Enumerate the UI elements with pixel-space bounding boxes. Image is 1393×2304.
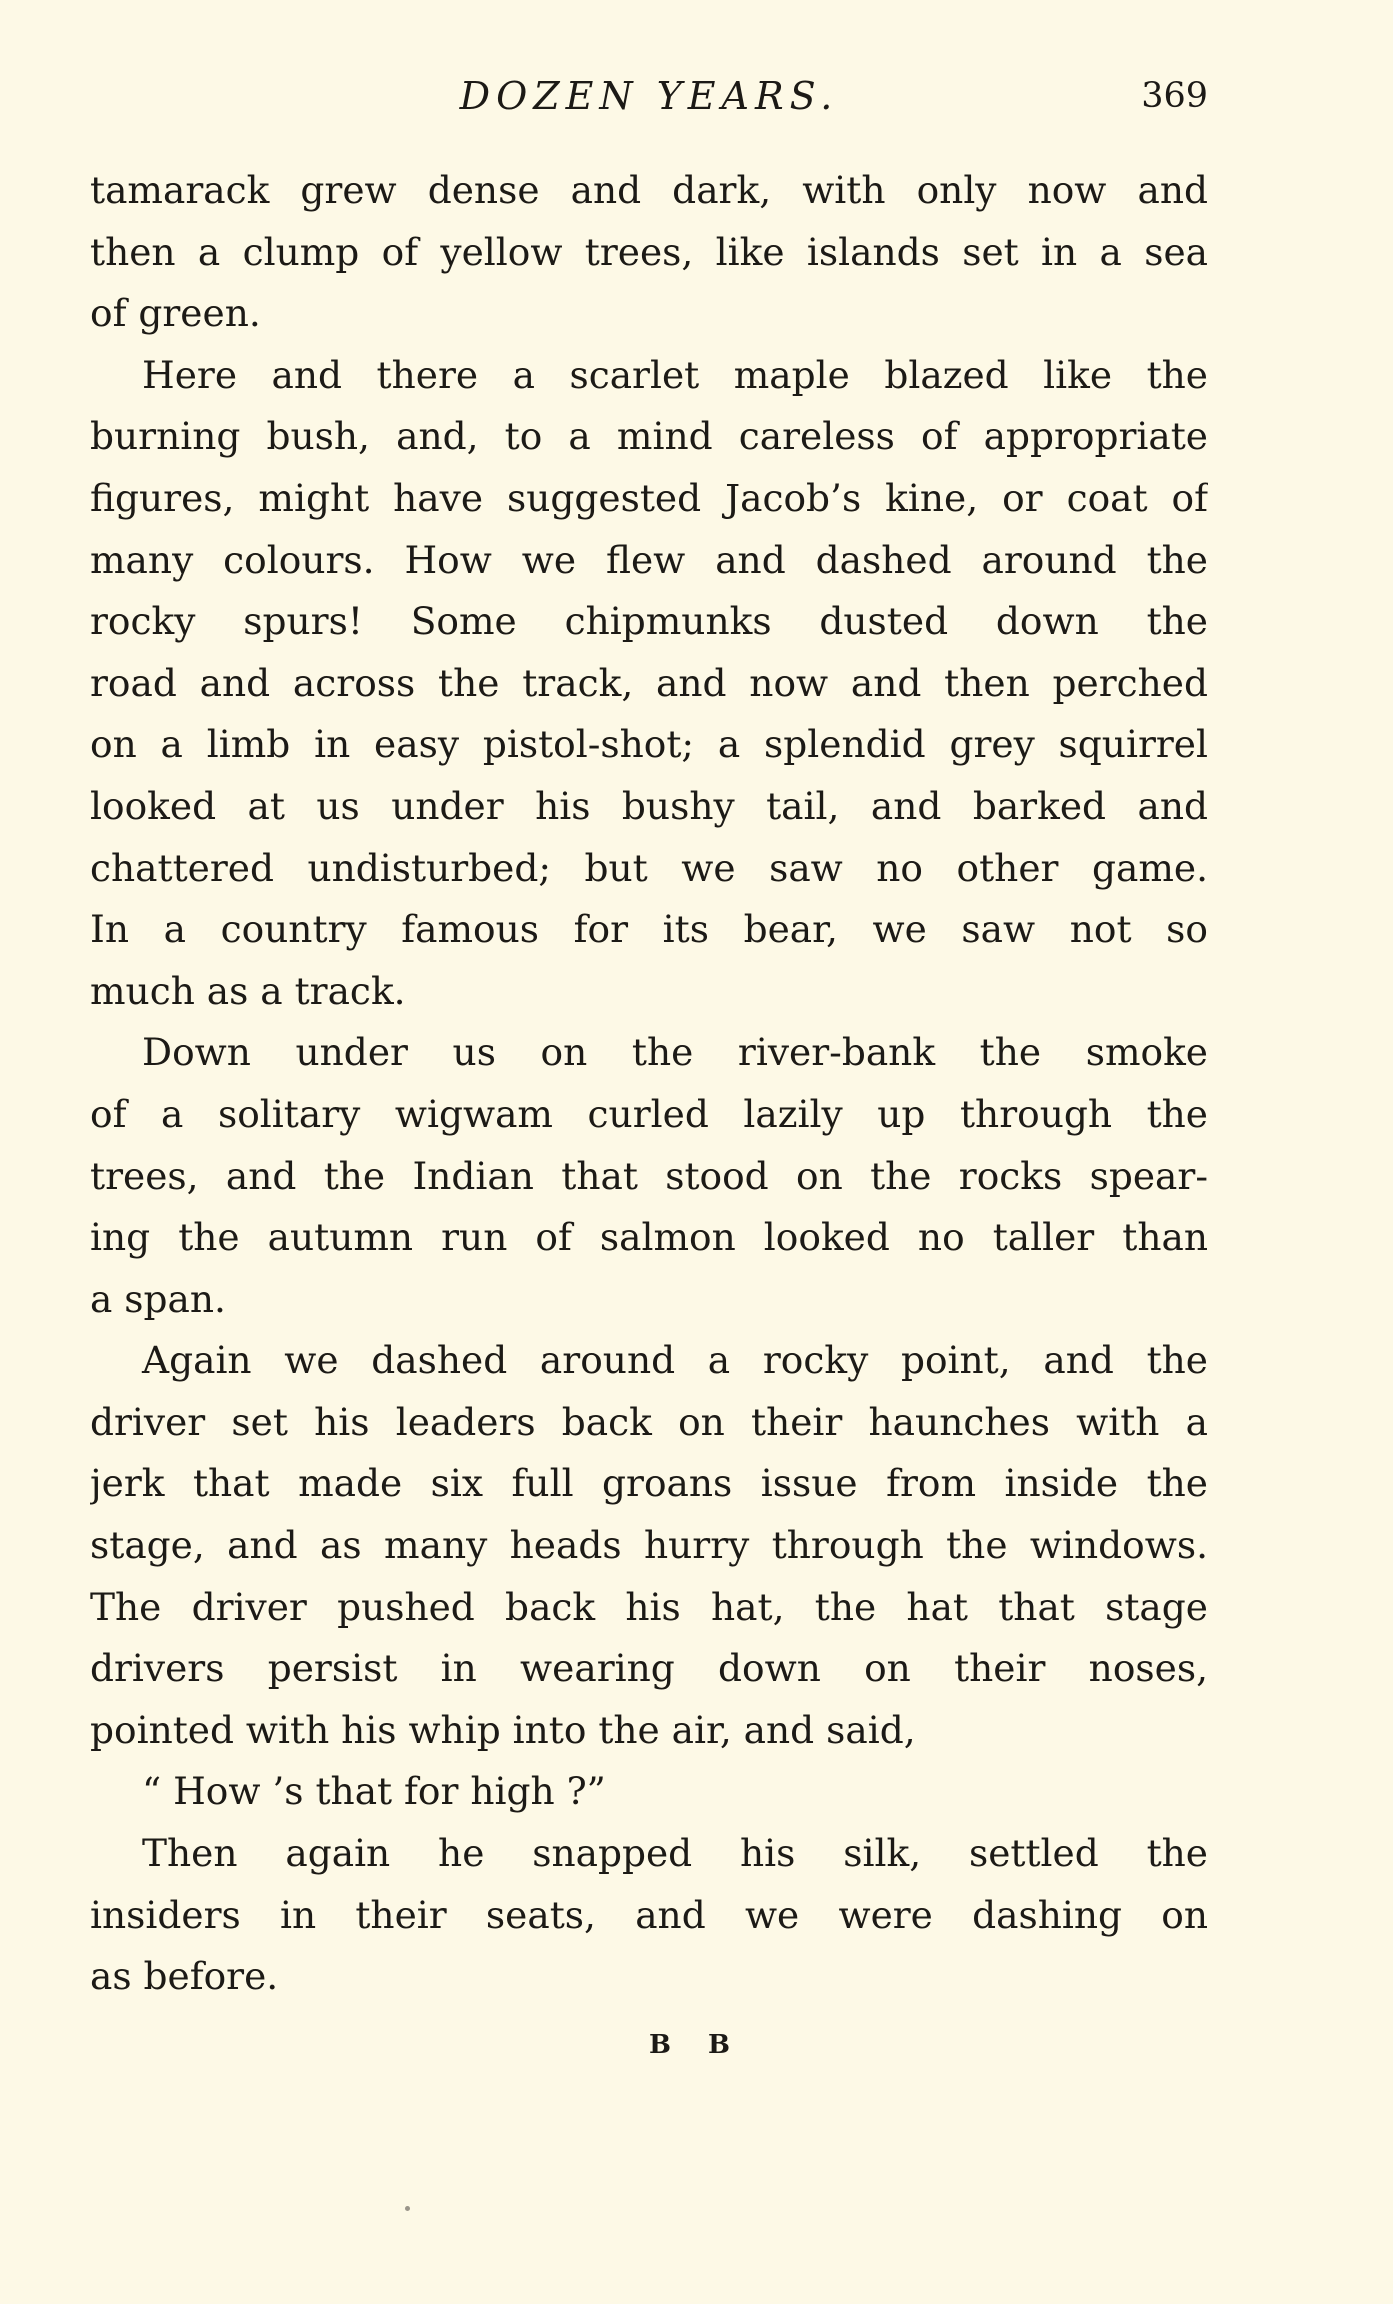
text-line: drivers persist in wearing down on their noses, bbox=[90, 1646, 1208, 1691]
text-line: jerk that made six full groans issue from inside the bbox=[90, 1461, 1208, 1506]
signature-mark: B B bbox=[648, 2030, 744, 2060]
text-line: then a clump of yellow trees, like islands set in a sea bbox=[90, 229, 1208, 274]
text-line: Then again he snapped his silk, settled the bbox=[142, 1831, 1208, 1876]
text-line: The driver pushed back his hat, the hat that stage bbox=[90, 1584, 1208, 1629]
text-line: rocky spurs! Some chipmunks dusted down the bbox=[90, 599, 1208, 644]
text-line: ing the autumn run of salmon looked no taller than bbox=[90, 1215, 1208, 1260]
text-line: many colours. How we flew and dashed around the bbox=[90, 537, 1208, 582]
text-line: of a solitary wigwam curled lazily up through the bbox=[90, 1091, 1208, 1136]
text-line: Down under us on the river-bank the smoke bbox=[142, 1030, 1208, 1075]
text-line: trees, and the Indian that stood on the rocks spear- bbox=[90, 1153, 1208, 1198]
text-line: figures, might have suggested Jacob’s kine, or coat of bbox=[90, 475, 1208, 520]
text-line: driver set his leaders back on their haunches with a bbox=[90, 1399, 1208, 1444]
text-line: much as a track. bbox=[90, 968, 406, 1013]
text-line: tamarack grew dense and dark, with only now and bbox=[90, 168, 1208, 212]
page-header bbox=[90, 66, 1208, 126]
text-line: Again we dashed around a rocky point, and the bbox=[142, 1338, 1208, 1383]
text-line: burning bush, and, to a mind careless of appropriate bbox=[90, 414, 1208, 459]
text-line: on a limb in easy pistol-shot; a splendid grey squirrel bbox=[90, 722, 1208, 767]
text-line: In a country famous for its bear, we saw not so bbox=[90, 907, 1208, 952]
paper-speck bbox=[405, 2206, 410, 2211]
text-line: Here and there a scarlet maple blazed like the bbox=[142, 352, 1208, 397]
text-line: road and across the track, and now and then perched bbox=[90, 660, 1208, 705]
page-number: 369 bbox=[1141, 76, 1208, 116]
text-line: chattered undisturbed; but we saw no other game. bbox=[90, 845, 1208, 890]
text-line: a span. bbox=[90, 1276, 226, 1321]
text-line: pointed with his whip into the air, and said, bbox=[90, 1707, 916, 1752]
text-line: looked at us under his bushy tail, and barked and bbox=[90, 783, 1208, 828]
text-line: stage, and as many heads hurry through the windows. bbox=[90, 1523, 1208, 1568]
text-line: as before. bbox=[90, 1954, 279, 1999]
text-line: of green. bbox=[90, 291, 261, 336]
text-line: “ How ’s that for high ?” bbox=[142, 1769, 606, 1814]
text-line: insiders in their seats, and we were dashing on bbox=[90, 1892, 1208, 1937]
body-text bbox=[90, 160, 1208, 2008]
running-title: DOZEN YEARS. bbox=[459, 74, 839, 118]
